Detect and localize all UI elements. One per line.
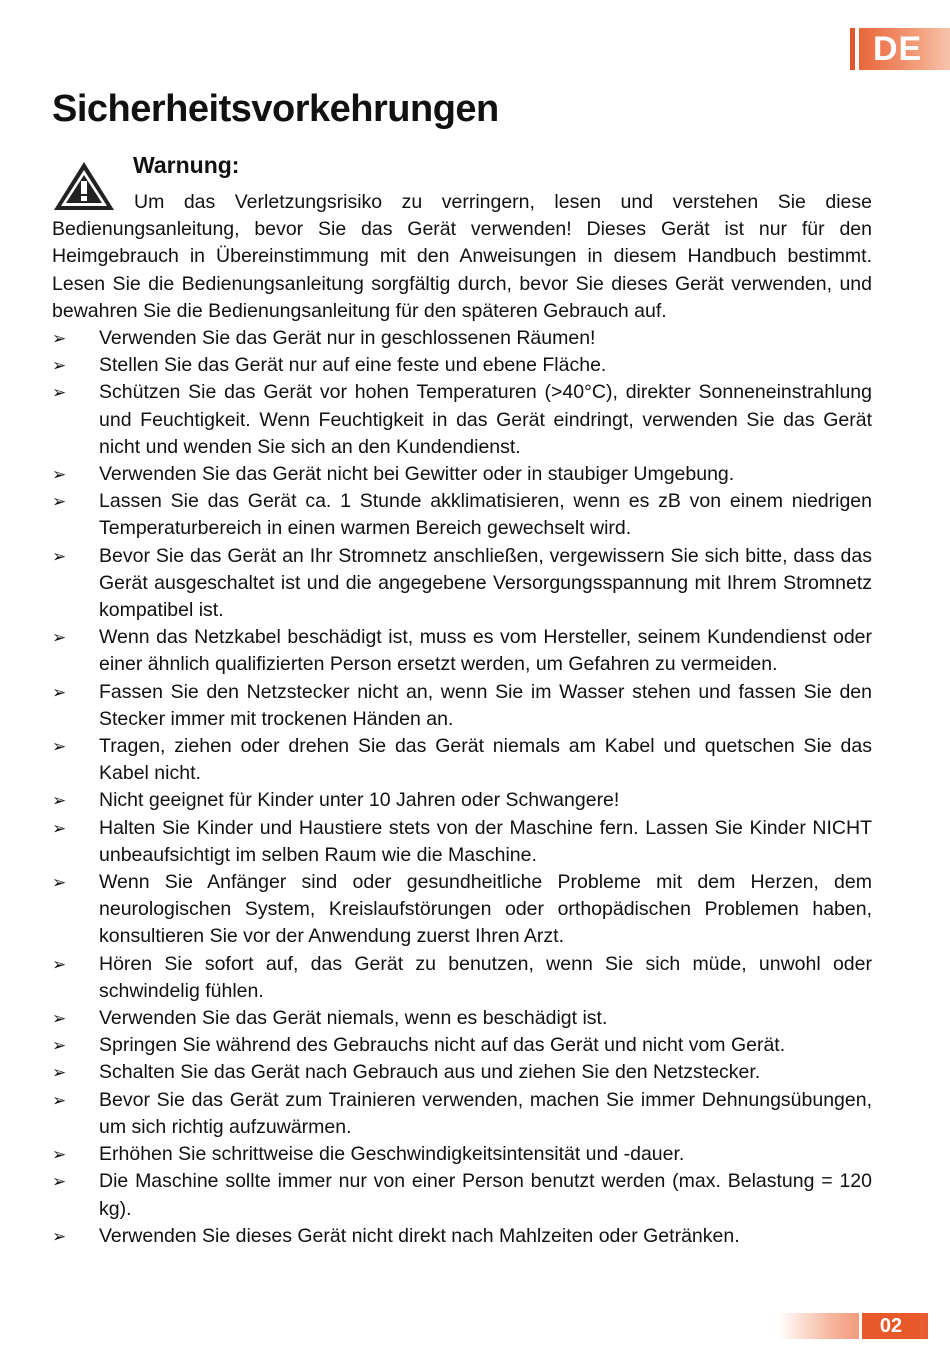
list-item-text: Wenn das Netzkabel beschädigt ist, muss es vom Hersteller, seinem Kundendienst oder einer ähnlich qualifizierten Person ersetzt werden, um Gefahren zu vermeiden.	[99, 626, 872, 676]
list-item	[52, 352, 872, 379]
list-item-text: Lassen Sie das Gerät ca. 1 Stunde akklimatisieren, wenn es zB von einem niedrigen Temperaturbereich in einen warmen Bereich gewechselt wird.	[99, 490, 872, 540]
list-item-text: Wenn Sie Anfänger sind oder gesundheitliche Probleme mit dem Herzen, dem neurologischen System, Kreislaufstörungen oder orthopädischen Problemen haben, konsultieren Sie vor der Anwendung zuerst Ihren Arzt.	[99, 871, 872, 948]
warning-heading: Warnung:	[133, 152, 240, 178]
page-footer	[778, 1313, 928, 1339]
warning-text: Um das Verletzungsrisiko zu verringern, lesen und verstehen Sie diese Bedienungsanleitung, bevor Sie das Gerät verwenden! Dieses Gerät ist nur für den Heimgebrauch in Übereinstimmung mit den Anweisungen in diesem Handbuch bestimmt. Lesen Sie die Bedienungsanleitung sorgfältig durch, bevor Sie dieses Gerät verwenden, und bewahren Sie die Bedienungsanleitung für den späteren Gebrauch auf.	[52, 191, 872, 322]
arrow-bullet-icon: ➢	[52, 1009, 67, 1029]
language-tab-bar	[850, 28, 855, 70]
arrow-bullet-icon: ➢	[52, 492, 67, 512]
list-item-text: Nicht geeignet für Kinder unter 10 Jahren oder Schwangere!	[99, 789, 620, 812]
arrow-bullet-icon: ➢	[52, 1226, 67, 1246]
arrow-bullet-icon: ➢	[52, 1063, 67, 1083]
list-item	[52, 951, 872, 1005]
list-item-text: Fassen Sie den Netzstecker nicht an, wenn Sie im Wasser stehen und fassen Sie den Stecker immer mit trockenen Händen an.	[99, 680, 872, 730]
arrow-bullet-icon: ➢	[52, 1145, 67, 1165]
arrow-bullet-icon: ➢	[52, 383, 67, 403]
list-item-text: Stellen Sie das Gerät nur auf eine feste und ebene Fläche.	[99, 354, 607, 377]
arrow-bullet-icon: ➢	[52, 1172, 67, 1192]
list-item-text: Bevor Sie das Gerät zum Trainieren verwenden, machen Sie immer Dehnungsübungen, um sich richtig aufzuwärmen.	[99, 1088, 872, 1138]
list-item-text: Springen Sie während des Gebrauchs nicht auf das Gerät und nicht vom Gerät.	[99, 1034, 786, 1057]
arrow-bullet-icon: ➢	[52, 1036, 67, 1056]
list-item	[52, 488, 872, 542]
arrow-bullet-icon: ➢	[52, 818, 67, 838]
arrow-bullet-icon: ➢	[52, 791, 67, 811]
list-item	[52, 1059, 872, 1086]
arrow-bullet-icon: ➢	[52, 628, 67, 648]
list-item	[52, 679, 872, 733]
arrow-bullet-icon: ➢	[52, 546, 67, 566]
list-item-text: Verwenden Sie das Gerät nur in geschlossenen Räumen!	[99, 327, 596, 349]
arrow-bullet-icon: ➢	[52, 465, 67, 485]
list-item-text: Schützen Sie das Gerät vor hohen Temperaturen (>40°C), direkter Sonneneinstrahlung und Feuchtigkeit. Wenn Feuchtigkeit in das Gerät eindringt, verwenden Sie das Gerät nicht und wenden Sie sich an den Kundendienst.	[99, 381, 872, 458]
list-item-text: Halten Sie Kinder und Haustiere stets von der Maschine fern. Lassen Sie Kinder NICHT unbeaufsichtigt im selben Raum wie die Maschine.	[99, 816, 872, 866]
list-item	[52, 1223, 872, 1250]
list-item-text: Tragen, ziehen oder drehen Sie das Gerät niemals am Kabel und quetschen Sie das Kabel nicht.	[99, 735, 872, 785]
arrow-bullet-icon: ➢	[52, 873, 67, 893]
language-tab-label: DE	[859, 28, 950, 70]
page-title: Sicherheitsvorkehrungen	[52, 88, 499, 130]
list-item-text: Erhöhen Sie schrittweise die Geschwindigkeitsintensität und -dauer.	[99, 1143, 685, 1166]
list-item-text: Die Maschine sollte immer nur von einer Person benutzt werden (max. Belastung = 120 kg).	[99, 1170, 872, 1220]
list-item-text: Verwenden Sie das Gerät niemals, wenn es beschädigt ist.	[99, 1007, 608, 1030]
list-item	[52, 733, 872, 787]
list-item-text: Schalten Sie das Gerät nach Gebrauch aus und ziehen Sie den Netzstecker.	[99, 1061, 761, 1084]
safety-rules-list	[52, 325, 872, 1250]
list-item	[52, 461, 872, 488]
list-item	[52, 1168, 872, 1222]
arrow-bullet-icon: ➢	[52, 1090, 67, 1110]
list-item	[52, 543, 872, 625]
list-item	[52, 869, 872, 951]
warning-text-block	[52, 189, 872, 325]
page-number: 02	[859, 1313, 920, 1339]
list-item	[52, 815, 872, 869]
arrow-bullet-icon: ➢	[52, 954, 67, 974]
list-item-text: Verwenden Sie dieses Gerät nicht direkt nach Mahlzeiten oder Getränken.	[99, 1224, 740, 1247]
list-item-text: Bevor Sie das Gerät an Ihr Stromnetz anschließen, vergewissern Sie sich bitte, dass das Gerät ausgeschaltet ist und die angegebene Versorgungsspannung mit Ihrem Stromnetz kompatibel ist.	[99, 544, 872, 622]
list-item	[52, 1032, 872, 1059]
list-item	[52, 624, 872, 678]
list-item-text: Verwenden Sie das Gerät nicht bei Gewitter oder in staubiger Umgebung.	[99, 463, 735, 486]
list-item	[52, 379, 872, 461]
list-item	[52, 1141, 872, 1168]
arrow-bullet-icon: ➢	[52, 682, 67, 702]
list-item	[52, 787, 872, 814]
arrow-bullet-icon: ➢	[52, 356, 67, 376]
list-item	[52, 1087, 872, 1141]
arrow-bullet-icon: ➢	[52, 329, 67, 348]
arrow-bullet-icon: ➢	[52, 737, 67, 757]
list-item	[52, 325, 872, 352]
list-item-text: Hören Sie sofort auf, das Gerät zu benutzen, wenn Sie sich müde, unwohl oder schwindelig fühlen.	[99, 952, 872, 1002]
list-item	[52, 1005, 872, 1032]
language-tab	[850, 28, 950, 70]
